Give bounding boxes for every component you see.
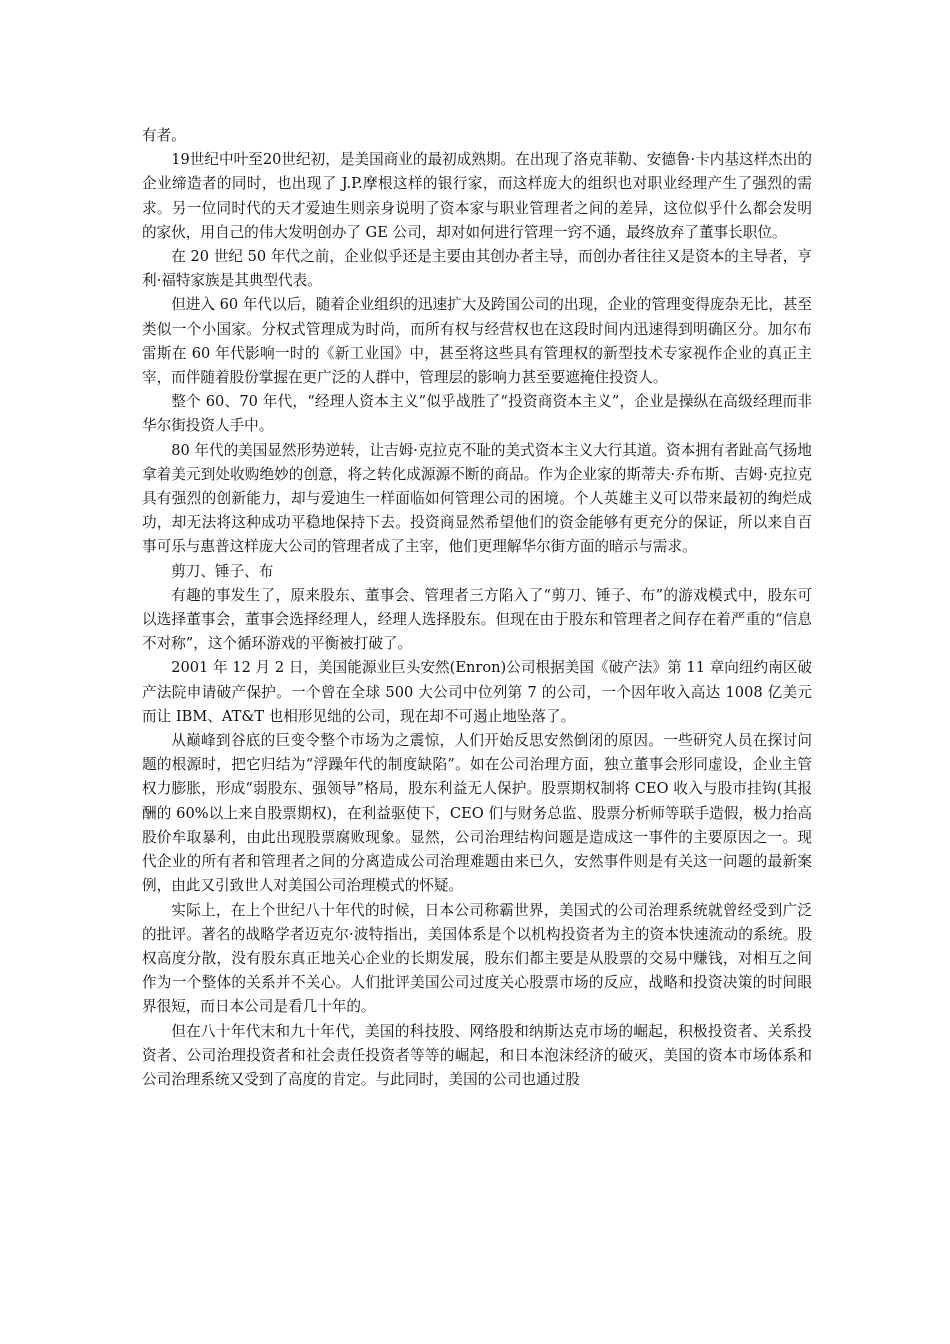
- document-body: [142, 124, 812, 1092]
- paragraph-before-1950s: 在 20 世纪 50 年代之前，企业似乎还是主要由其创办者主导，而创办者往往又是资本的主导者，亨利·福特家族是其典型代表。: [142, 248, 812, 290]
- paragraph-1980s: 80 年代的美国显然形势逆转，让吉姆·克拉克不耻的美式资本主义大行其道。资本拥有者趾高气扬地拿着美元到处收购绝妙的创意，将之转化成源源不断的商品。作为企业家的斯蒂夫·乔布斯、吉姆·克拉克具有强烈的创新能力，却与爱迪生一样面临如何管理公司的困境。个人英雄主义可以带来最初的绚烂成功，却无法将这种成功平稳地保持下去。投资商显然希望他们的资金能够有更充分的保证，所以来自百事可乐与惠普这样庞大公司的管理者成了主宰，他们更理解华尔街方面的暗示与需求。: [142, 441, 812, 556]
- section-heading-scissors: 剪刀、锤子、布: [171, 562, 274, 580]
- paragraph-1980s-japan: 实际上，在上个世纪八十年代的时候，日本公司称霸世界，美国式的公司治理系统就曾经受到广泛的批评。著名的战略学者迈克尔·波特指出，美国体系是个以机构投资者为主的资本快速流动的系统。股权高度分散，没有股东真正地关心企业的长期发展，股东们都主要是从股票的交易中赚钱，对相互之间作为一个整体的关系并不关心。人们批评美国公司过度关心股票市场的反应，战略和投资决策的时间眼界很短，而日本公司是看几十年的。: [142, 901, 812, 1016]
- paragraph-late-80s-90s: 但在八十年代末和九十年代，美国的科技股、网络股和纳斯达克市场的崛起，积极投资者、关系投资者、公司治理投资者和社会责任投资者等等的崛起，和日本泡沫经济的破灭，美国的资本市场体系和公司治理系统又受到了高度的肯定。与此同时，美国的公司也通过股: [142, 1022, 812, 1088]
- paragraph-enron-bankruptcy: 2001 年 12 月 2 日，美国能源业巨头安然(Enron)公司根据美国《破产法》第 11 章向纽约南区破产法院申请破产保护。一个曾在全球 500 大公司中位列第 7 的公司，一个因年收入高达 1008 亿美元而让 IBM、AT&T 也相形见绌的公司，现在却不可遏止地坠落了。: [142, 659, 812, 725]
- paragraph-enron-analysis: 从巅峰到谷底的巨变令整个市场为之震惊，人们开始反思安然倒闭的原因。一些研究人员在探讨问题的根源时，把它归结为“浮躁年代的制度缺陷”。如在公司治理方面，独立董事会形同虚设，企业主管权力膨胀，形成“弱股东、强领导”格局，股东利益无人保护。股票期权制将 CEO 收入与股市挂钩(其报酬的 60%以上来自股票期权)，在利益驱使下，CEO 们与财务总监、股票分析师等联手造假，极力抬高股价牟取暴利，由此出现股票腐败现象。显然，公司治理结构问题是造成这一事件的主要原因之一。现代企业的所有者和管理者之间的分离造成公司治理难题由来已久，安然事件则是有关这一问题的最新案例，由此又引致世人对美国公司治理模式的怀疑。: [142, 732, 812, 895]
- paragraph-60s-70s: 整个 60、70 年代，“经理人资本主义”似乎战胜了“投资商资本主义”，企业是操纵在高级经理而非华尔街投资人手中。: [142, 393, 812, 435]
- paragraph-1960s: 但进入 60 年代以后，随着企业组织的迅速扩大及跨国公司的出现，企业的管理变得庞杂无比，甚至类似一个小国家。分权式管理成为时尚，而所有权与经营权也在这段时间内迅速得到明确区分。加尔布雷斯在 60 年代影响一时的《新工业国》中，甚至将这些具有管理权的新型技术专家视作企业的真正主宰，而伴随着股份掌握在更广泛的人群中，管理层的影响力甚至要遮掩住投资人。: [142, 296, 812, 387]
- paragraph-game-model: 有趣的事发生了，原来股东、董事会、管理者三方陷入了“剪刀、锤子、布”的游戏模式中，股东可以选择董事会，董事会选择经理人，经理人选择股东。但现在由于股东和管理者之间存在着严重的“信息不对称”，这个循环游戏的平衡被打破了。: [142, 586, 812, 653]
- paragraph-19th-century: 19世纪中叶至20世纪初，是美国商业的最初成熟期。在出现了洛克菲勒、安德鲁·卡内基这样杰出的企业缔造者的同时，也出现了 J.P.摩根这样的银行家，而这样庞大的组织也对职业经理产生了强烈的需求。另一位同时代的天才爱迪生则亲身说明了资本家与职业管理者之间的差异，这位似乎什么都会发明的家伙，用自己的伟大发明创办了 GE 公司，却对如何进行管理一窍不通，最终放弃了董事长职位。: [142, 151, 812, 241]
- paragraph-continuation: 有者。: [142, 127, 186, 144]
